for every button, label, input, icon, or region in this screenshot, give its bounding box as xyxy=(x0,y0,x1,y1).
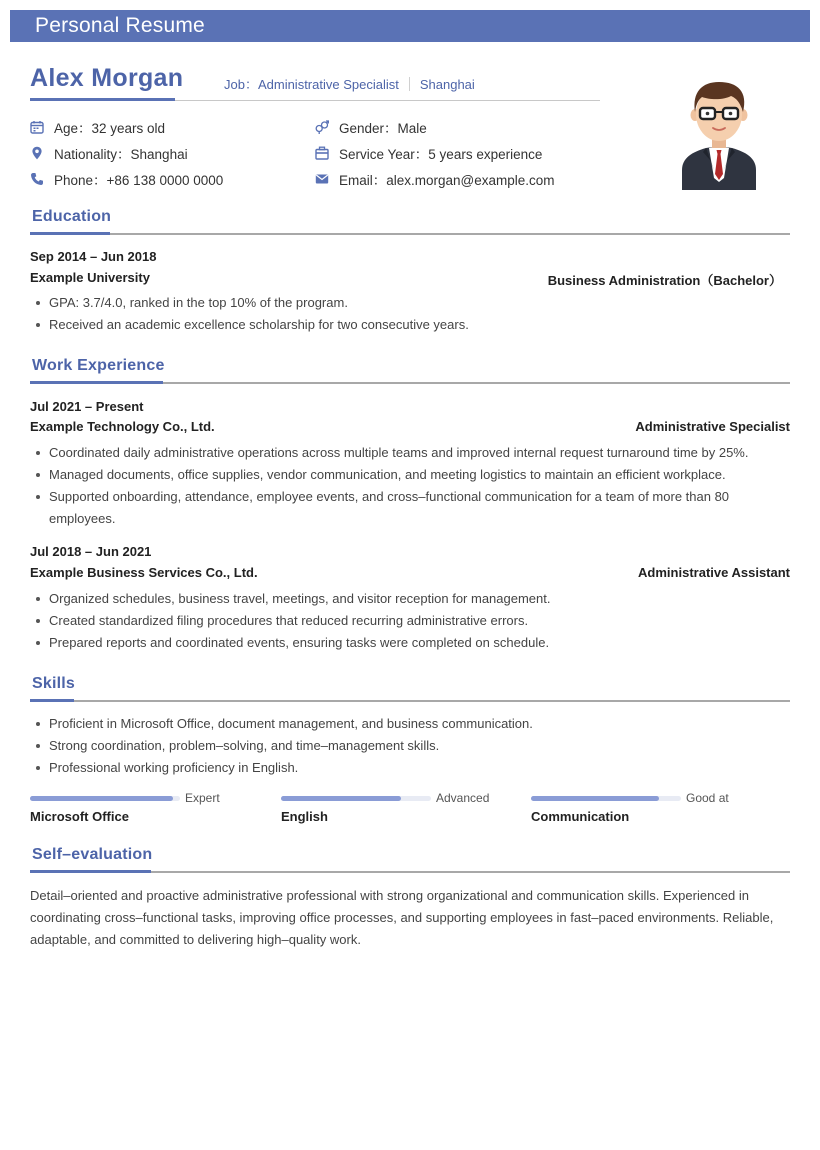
service-year-text: Service Year：5 years experience xyxy=(339,147,543,162)
job-1-date: Jul 2021 – Present xyxy=(30,399,144,414)
list-item: Professional working proficiency in English. xyxy=(49,757,794,779)
list-item: Created standardized filing procedures that reduced recurring administrative errors. xyxy=(49,610,794,632)
envelope-icon xyxy=(315,172,329,186)
list-item: Received an academic excellence scholarship for two consecutive years. xyxy=(49,314,794,336)
location-pin-icon xyxy=(30,146,44,160)
phone-icon xyxy=(30,172,44,186)
job-2-date: Jul 2018 – Jun 2021 xyxy=(30,544,152,559)
info-gender xyxy=(315,117,427,137)
list-item: Organized schedules, business travel, meetings, and visitor reception for management. xyxy=(49,588,794,610)
list-item: Proficient in Microsoft Office, document management, and business communication. xyxy=(49,713,794,735)
job-2-role: Administrative Assistant xyxy=(638,565,790,580)
skill-bar-track xyxy=(30,796,180,801)
skill-name: Microsoft Office xyxy=(30,809,129,824)
job-location: Shanghai xyxy=(419,77,475,92)
section-title-education: Education xyxy=(32,208,112,225)
age-text: Age：32 years old xyxy=(54,121,166,136)
gender-icon xyxy=(315,120,329,134)
header-divider xyxy=(175,100,600,101)
resume-title: Personal Resume xyxy=(35,14,205,37)
list-item: Supported onboarding, attendance, employee events, and cross–functional communication for a team of more than 80 employees. xyxy=(49,486,794,530)
self-evaluation-text: Detail–oriented and proactive administrative professional with strong organizational and communication skills. Experienced in coordinating cross–functional tasks, improving office processes, and supporting employees in fast–paced environments. Reliable, adaptable, and committed to delivering high–quality work. xyxy=(30,888,774,947)
info-phone xyxy=(30,169,223,189)
skills-bullet-list xyxy=(49,713,794,779)
section-accent-work xyxy=(30,381,163,384)
gender-text: Gender：Male xyxy=(339,121,427,136)
info-service-year xyxy=(315,143,542,163)
education-school: Example University xyxy=(30,270,150,285)
section-title-work-experience: Work Experience xyxy=(32,357,165,374)
skill-english xyxy=(281,791,501,831)
education-date: Sep 2014 – Jun 2018 xyxy=(30,249,157,264)
skill-bar-track xyxy=(531,796,681,801)
section-divider-education xyxy=(30,233,790,235)
skill-communication xyxy=(531,791,751,831)
info-age xyxy=(30,117,165,137)
job-2-company: Example Business Services Co., Ltd. xyxy=(30,565,258,580)
resume-header-banner xyxy=(10,10,810,42)
job-1-bullet-list xyxy=(49,442,794,530)
list-item: GPA: 3.7/4.0, ranked in the top 10% of the program. xyxy=(49,292,794,314)
education-bullet-list xyxy=(49,292,794,336)
section-accent-self-evaluation xyxy=(30,870,151,873)
section-accent-skills xyxy=(30,699,74,702)
job-title: Job：Administrative Specialist xyxy=(224,77,399,92)
list-item: Coordinated daily administrative operations across multiple teams and improved internal request turnaround time by 25%. xyxy=(49,442,794,464)
name-underline xyxy=(30,98,175,101)
job-1-role: Administrative Specialist xyxy=(635,419,790,434)
skill-bar-fill xyxy=(30,796,173,801)
list-item: Prepared reports and coordinated events, ensuring tasks were completed on schedule. xyxy=(49,632,794,654)
info-nationality xyxy=(30,143,188,163)
calendar-icon xyxy=(30,120,44,134)
nationality-text: Nationality：Shanghai xyxy=(54,147,188,162)
email-text: Email：alex.morgan@example.com xyxy=(339,173,555,188)
section-divider-skills xyxy=(30,700,790,702)
skill-microsoft-office xyxy=(30,791,250,831)
skill-bar-fill xyxy=(531,796,659,801)
info-email xyxy=(315,169,555,189)
briefcase-icon xyxy=(315,146,329,160)
candidate-name: Alex Morgan xyxy=(30,64,184,92)
skill-level: Advanced xyxy=(436,791,490,805)
phone-text: Phone：+86 138 0000 0000 xyxy=(54,173,224,188)
section-title-self-evaluation: Self–evaluation xyxy=(32,846,153,863)
education-major: Business Administration（Bachelor） xyxy=(547,273,782,288)
list-item: Strong coordination, problem–solving, and time–management skills. xyxy=(49,735,794,757)
skill-bar-fill xyxy=(281,796,401,801)
skill-bar-track xyxy=(281,796,431,801)
job-separator xyxy=(409,77,410,91)
job-1-company: Example Technology Co., Ltd. xyxy=(30,419,215,434)
skill-name: Communication xyxy=(531,809,630,824)
job-info xyxy=(224,74,475,93)
businessman-avatar xyxy=(676,78,762,190)
list-item: Managed documents, office supplies, vendor communication, and meeting logistics to maintain an efficient workplace. xyxy=(49,464,794,486)
skill-level: Good at xyxy=(686,791,729,805)
job-2-bullet-list xyxy=(49,588,794,654)
skill-level: Expert xyxy=(185,791,220,805)
skill-name: English xyxy=(281,809,328,824)
section-accent-education xyxy=(30,232,110,235)
section-title-skills: Skills xyxy=(32,675,76,692)
